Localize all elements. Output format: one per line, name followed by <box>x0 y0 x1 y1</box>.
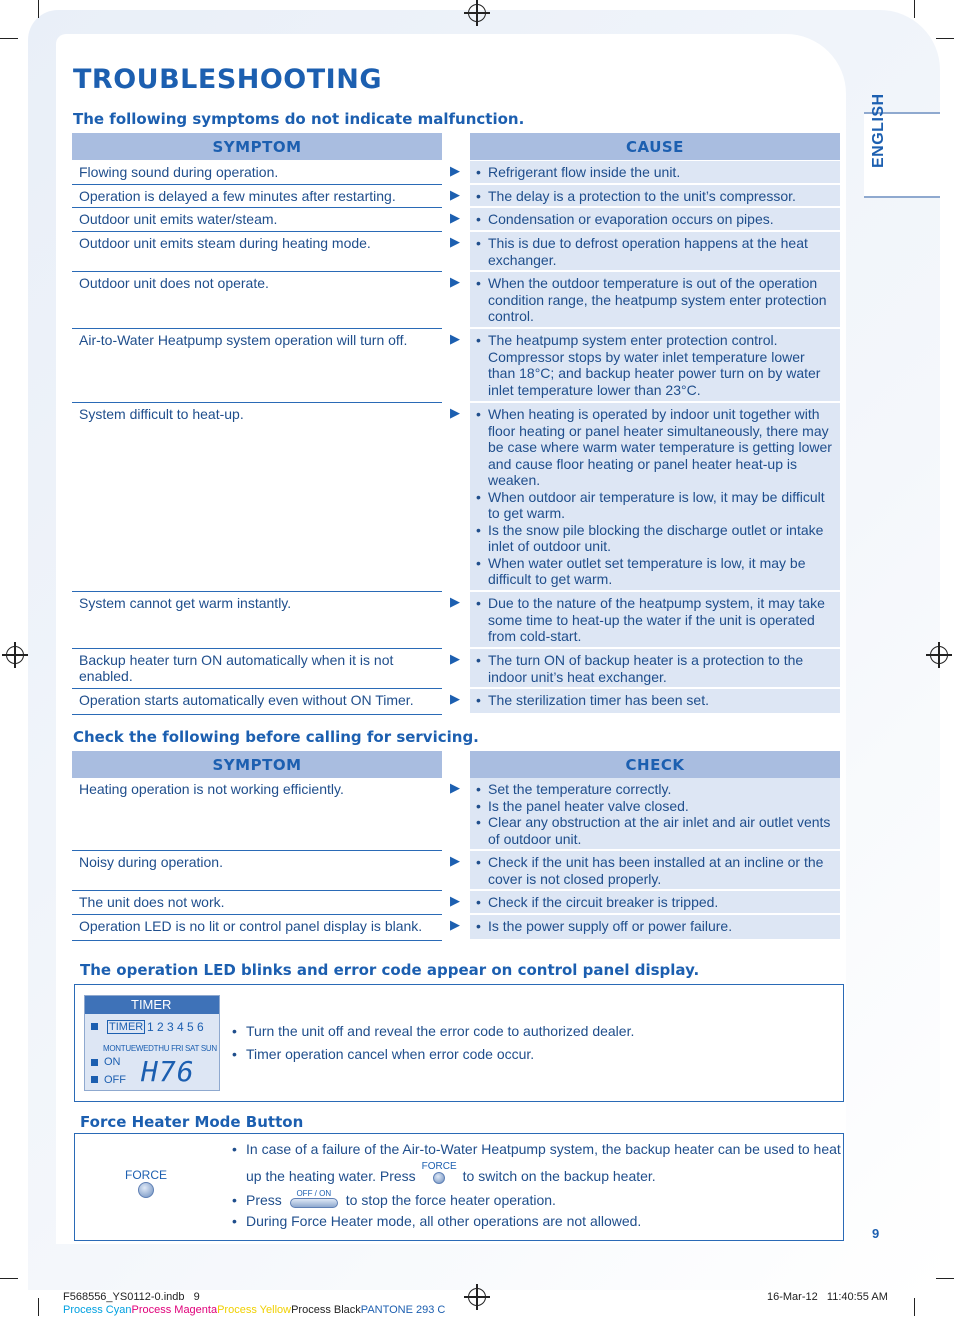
inline-offon-button: OFF / ON <box>290 1189 338 1208</box>
bullet-item: • Check if the circuit breaker is tripped. <box>476 894 719 910</box>
page-number: 9 <box>872 1226 880 1241</box>
footer-file-info: F568556_YS0112-0.indb 9 <box>63 1291 200 1303</box>
registration-mark-icon <box>6 646 24 664</box>
table-row <box>72 649 840 689</box>
arrow-right-icon: ▶ <box>450 405 460 420</box>
symptom-cell: System difficult to heat-up. <box>72 403 442 592</box>
check-cell <box>470 778 840 851</box>
table-row <box>72 778 840 851</box>
footer-color-label: Process Black <box>291 1304 361 1316</box>
arrow-right-icon: ▶ <box>450 691 460 706</box>
force-button-illustration <box>124 1168 168 1203</box>
control-panel-display <box>84 995 220 1091</box>
symptom-cell: The unit does not work. <box>72 891 442 915</box>
table-row <box>72 272 840 329</box>
section1-heading: The following symptoms do not indicate malfunction. <box>73 110 525 128</box>
footer-color-label: Process Magenta <box>131 1304 218 1316</box>
power-button-icon <box>290 1198 338 1208</box>
footer-color-label: Process Yellow <box>217 1304 292 1316</box>
footer-color-label: Process Cyan <box>63 1304 132 1316</box>
table-row <box>72 329 840 403</box>
arrow-right-icon: ▶ <box>450 274 460 289</box>
symptom-cell: Flowing sound during operation. <box>72 161 442 185</box>
arrow-right-icon: ▶ <box>450 594 460 609</box>
check-cell <box>470 891 840 915</box>
registration-mark-icon <box>930 646 948 664</box>
symptom-cell: Outdoor unit emits steam during heating mode. <box>72 232 442 272</box>
bullet-item: • When outdoor air temperature is low, it may be difficult to get warm. <box>476 488 825 521</box>
symptom-cell: Operation LED is no lit or control panel display is blank. <box>72 915 442 941</box>
force-button-icon <box>433 1172 445 1184</box>
table-row <box>72 915 840 941</box>
crop-mark <box>38 0 39 18</box>
bullet-item: • This is due to defrost operation happens at the heat exchanger. <box>476 235 808 268</box>
arrow-right-icon: ▶ <box>450 780 460 795</box>
table-row <box>72 232 840 272</box>
bullet-item: • Set the temperature correctly. <box>476 781 672 797</box>
force-instruction-3: • During Force Heater mode, all other operations are not allowed. <box>232 1213 642 1229</box>
lcd-on-label: ON <box>104 1056 121 1068</box>
bullet-item: • When water outlet set temperature is low, it may be difficult to get warm. <box>476 554 806 587</box>
cause-cell <box>470 232 840 272</box>
arrow-right-icon: ▶ <box>450 210 460 225</box>
check-cell <box>470 851 840 891</box>
symptom-header: SYMPTOM <box>72 751 442 778</box>
lcd-timer-numbers: 1 2 3 4 5 6 <box>147 1020 204 1034</box>
footer-timestamp: 16-Mar-12 11:40:55 AM <box>767 1291 888 1303</box>
cause-cell <box>470 208 840 232</box>
bullet-item: • The sterilization timer has been set. <box>476 692 709 708</box>
cause-cell <box>470 649 840 689</box>
symptom-header: SYMPTOM <box>72 133 442 160</box>
arrow-right-icon: ▶ <box>450 234 460 249</box>
table-row <box>72 851 840 891</box>
section4-heading: Force Heater Mode Button <box>80 1113 304 1131</box>
error-note: • Timer operation cancel when error code occur. <box>232 1046 535 1062</box>
table-row <box>72 403 840 592</box>
bullet-item: • Clear any obstruction at the air inlet and air outlet vents of outdoor unit. <box>476 814 831 847</box>
cause-header: CAUSE <box>470 133 840 160</box>
lcd-indicator-icon <box>91 1076 98 1083</box>
crop-mark <box>38 1298 39 1316</box>
page-title: TROUBLESHOOTING <box>73 64 382 95</box>
cause-cell <box>470 272 840 329</box>
cause-cell <box>470 592 840 649</box>
bullet-item: • The turn ON of backup heater is a protection to the indoor unit’s heat exchanger. <box>476 652 804 685</box>
arrow-right-icon: ▶ <box>450 917 460 932</box>
bullet-item: • The delay is a protection to the unit’s compressor. <box>476 188 796 204</box>
language-tab-label: ENGLISH <box>870 93 887 168</box>
arrow-right-icon: ▶ <box>450 651 460 666</box>
table-row <box>72 592 840 649</box>
table-row <box>72 161 840 185</box>
symptom-cell: Noisy during operation. <box>72 851 442 891</box>
lcd-error-code: H76 <box>141 1055 195 1088</box>
arrow-right-icon: ▶ <box>450 853 460 868</box>
check-header: CHECK <box>470 751 840 778</box>
footer-color-bar <box>63 1304 445 1316</box>
symptom-cell: System cannot get warm instantly. <box>72 592 442 649</box>
symptom-cell: Operation is delayed a few minutes after restarting. <box>72 185 442 208</box>
cause-cell <box>470 329 840 403</box>
bullet-item: • Refrigerant flow inside the unit. <box>476 164 681 180</box>
lcd-days: MONTUEWEDTHU FRI SAT SUN <box>103 1044 217 1053</box>
registration-mark-icon <box>468 4 486 22</box>
arrow-right-icon: ▶ <box>450 331 460 346</box>
lcd-indicator-icon <box>91 1023 98 1030</box>
symptom-cell: Outdoor unit emits water/steam. <box>72 208 442 232</box>
registration-mark-icon <box>468 1288 486 1306</box>
force-instruction-1: • In case of a failure of the Air-to-Water Heatpump system, the backup heater can be used to heat <box>232 1141 841 1157</box>
section3-heading: The operation LED blinks and error code appear on control panel display. <box>80 961 700 979</box>
table-row <box>72 891 840 915</box>
lcd-timer-label: TIMER <box>109 1021 144 1033</box>
force-button-caption: FORCE <box>125 1168 167 1182</box>
arrow-right-icon: ▶ <box>450 893 460 908</box>
table-row <box>72 208 840 232</box>
crop-mark <box>936 1278 954 1279</box>
bullet-item: • The heatpump system enter protection control. Compressor stops by water inlet temperature lower than 18°C; and backup heater power turn on by water inlet temperature lower than 23°C. <box>476 332 821 398</box>
symptom-cell: Air-to-Water Heatpump system operation will turn off. <box>72 329 442 403</box>
lcd-indicator-icon <box>91 1059 98 1066</box>
lcd-header: TIMER <box>85 996 219 1014</box>
symptom-cell: Operation starts automatically even without ON Timer. <box>72 689 442 715</box>
cause-cell <box>470 403 840 592</box>
crop-mark <box>936 38 954 39</box>
crop-mark <box>914 1298 915 1316</box>
crop-mark <box>0 38 18 39</box>
bullet-item: • Due to the nature of the heatpump system, it may take some time to heat-up the water if the unit is operated from cold-start. <box>476 595 825 644</box>
force-instruction-1b: up the heating water. Press FORCE to switch on the backup heater. <box>246 1161 656 1184</box>
crop-mark <box>0 1278 18 1279</box>
check-cell <box>470 915 840 941</box>
force-button-icon <box>138 1182 154 1198</box>
error-note: • Turn the unit off and reveal the error code to authorized dealer. <box>232 1023 635 1039</box>
crop-mark <box>914 0 915 18</box>
bullet-item: • When the outdoor temperature is out of the operation condition range, the heatpump system enter protection control. <box>476 275 827 324</box>
bullet-item: • Is the snow pile blocking the discharge outlet or intake inlet of outdoor unit. <box>476 521 824 554</box>
bullet-item: • Condensation or evaporation occurs on pipes. <box>476 211 774 227</box>
cause-cell <box>470 161 840 185</box>
footer-color-label: PANTONE 293 C <box>360 1304 446 1316</box>
symptom-cell: Outdoor unit does not operate. <box>72 272 442 329</box>
lcd-off-label: OFF <box>104 1074 126 1086</box>
symptom-cell: Backup heater turn ON automatically when it is not enabled. <box>72 649 442 689</box>
bullet-item: • Check if the unit has been installed at an incline or the cover is not closed properly. <box>476 854 824 887</box>
cause-cell <box>470 185 840 208</box>
table-row <box>72 185 840 208</box>
arrow-right-icon: ▶ <box>450 187 460 202</box>
bullet-item: • Is the panel heater valve closed. <box>476 797 689 814</box>
bullet-item: • Is the power supply off or power failure. <box>476 918 733 934</box>
table-row <box>72 689 840 715</box>
section2-heading: Check the following before calling for servicing. <box>73 728 479 746</box>
inline-force-button: FORCE <box>422 1161 457 1184</box>
bullet-item: • When heating is operated by indoor unit together with floor heating or panel heater simultaneously, there may be case where warm water temperature is getting lower and cause floor heating or panel heater heat-up is weaken. <box>476 406 832 488</box>
cause-cell <box>470 689 840 715</box>
arrow-right-icon: ▶ <box>450 163 460 178</box>
symptom-cell: Heating operation is not working efficiently. <box>72 778 442 851</box>
force-instruction-2: • Press OFF / ON to stop the force heater operation. <box>232 1189 556 1208</box>
